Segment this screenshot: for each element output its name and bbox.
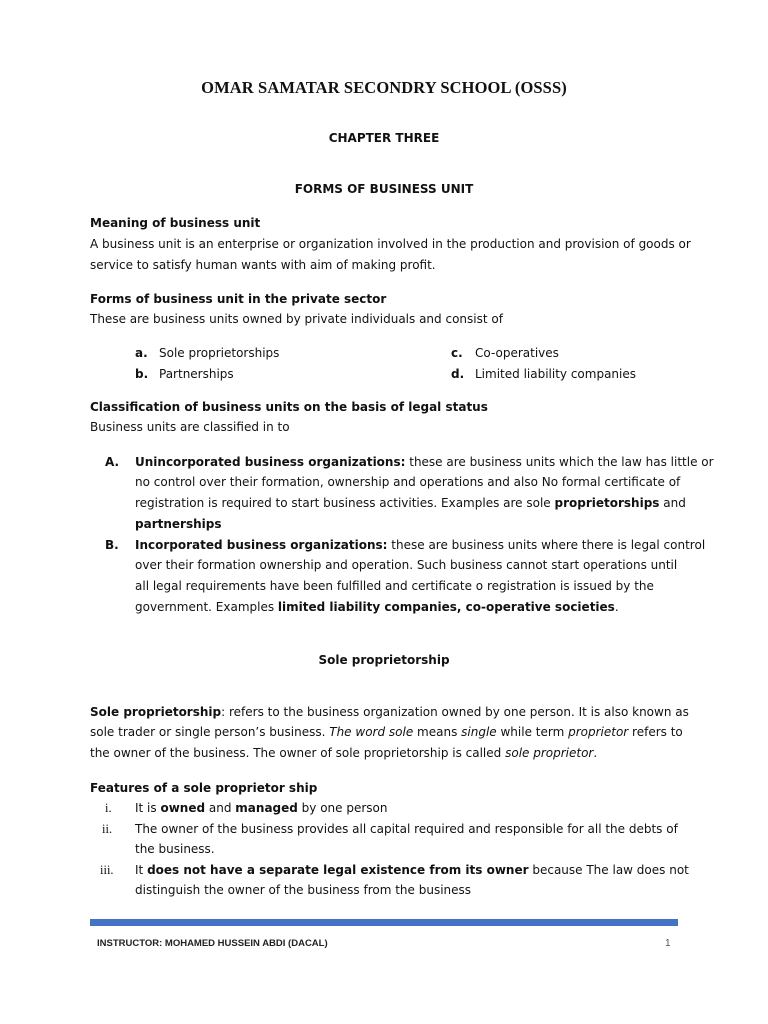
- feature-3-line-1: It does not have a separate legal existence from its owner because The law does not: [135, 863, 689, 877]
- list-item: [135, 364, 234, 385]
- chapter-title: CHAPTER THREE: [328, 131, 440, 145]
- meaning-line-1: A business unit is an enterprise or organization involved in the production and provision of goods or: [90, 237, 691, 251]
- feature-3-line-2: distinguish the owner of the business from the business: [135, 883, 472, 897]
- list-item: [451, 343, 559, 364]
- list-item: [451, 364, 636, 385]
- list-letter: b.: [135, 367, 149, 381]
- forms-heading: Forms of business unit in the private sector: [90, 292, 387, 306]
- feature-num-3: iii.: [100, 863, 114, 877]
- feature-num-1: i.: [105, 801, 112, 815]
- feature-2-line-2: the business.: [135, 842, 215, 856]
- list-text: Co-operatives: [475, 346, 559, 360]
- list-item: [135, 343, 279, 364]
- topic-title: FORMS OF BUSINESS UNIT: [294, 182, 474, 196]
- forms-intro: These are business units owned by private individuals and consist of: [90, 312, 503, 326]
- class-a-line-4: partnerships: [135, 517, 222, 531]
- meaning-line-2: service to satisfy human wants with aim of making profit.: [90, 258, 436, 272]
- footer-instructor: INSTRUCTOR: MOHAMED HUSSEIN ABDI (DACAL): [97, 938, 328, 949]
- footer-divider: [90, 919, 678, 926]
- feature-1: It is owned and managed by one person: [135, 801, 388, 815]
- page-number: 1: [665, 938, 671, 949]
- list-letter: a.: [135, 346, 148, 360]
- classification-intro: Business units are classified in to: [90, 420, 290, 434]
- classification-heading: Classification of business units on the basis of legal status: [90, 400, 488, 414]
- class-a-line-2: no control over their formation, ownership and operations and also No formal certificate of: [135, 475, 681, 489]
- class-b-line-4: government. Examples limited liability companies, co-operative societies.: [135, 600, 619, 614]
- sole-def-line-1: Sole proprietorship: refers to the business organization owned by one person. It is also known as: [90, 705, 689, 719]
- feature-num-2: ii.: [102, 822, 113, 836]
- features-heading: Features of a sole proprietor ship: [90, 781, 318, 795]
- school-title: OMAR SAMATAR SECONDRY SCHOOL (OSSS): [201, 78, 567, 97]
- class-b-line-2: over their formation ownership and operation. Such business cannot start operations until: [135, 558, 678, 572]
- meaning-heading: Meaning of business unit: [90, 216, 261, 230]
- list-text: Partnerships: [159, 367, 234, 381]
- list-letter: d.: [451, 367, 465, 381]
- class-b-line-1: Incorporated business organizations: these are business units where there is legal control: [135, 538, 706, 552]
- list-text: Limited liability companies: [475, 367, 636, 381]
- list-text: Sole proprietorships: [159, 346, 280, 360]
- item-letter-a: A.: [105, 455, 120, 469]
- sole-heading: Sole proprietorship: [318, 653, 450, 667]
- sole-def-line-3: the owner of the business. The owner of sole proprietorship is called sole proprietor.: [90, 746, 598, 760]
- class-a-line-3: registration is required to start business activities. Examples are sole proprietorships and: [135, 496, 686, 510]
- item-letter-b: B.: [105, 538, 119, 552]
- class-a-line-1: Unincorporated business organizations: these are business units which the law has little or: [135, 455, 714, 469]
- list-letter: c.: [451, 346, 463, 360]
- class-b-line-3: all legal requirements have been fulfilled and certificate o registration is issued by the: [135, 579, 654, 593]
- feature-2-line-1: The owner of the business provides all capital required and responsible for all the debts of: [135, 822, 678, 836]
- sole-def-line-2: sole trader or single person’s business. The word sole means single while term proprietor refers to: [90, 725, 683, 739]
